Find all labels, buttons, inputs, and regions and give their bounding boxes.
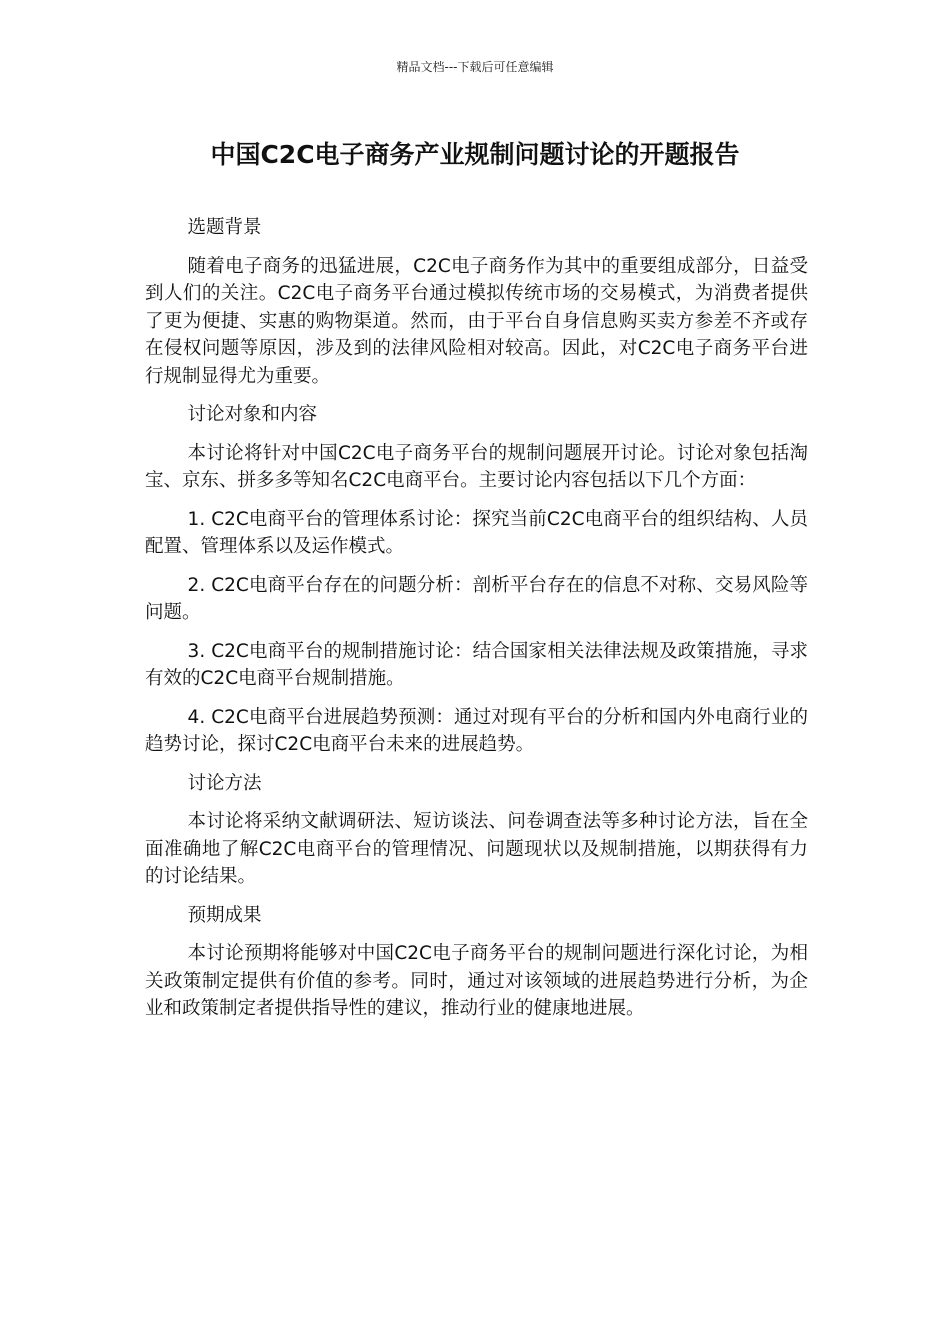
paragraph-method: 本讨论将采纳文献调研法、短访谈法、问卷调查法等多种讨论方法，旨在全面准确地了解C2C电商平台的管理情况、问题现状以及规制措施，以期获得有力的讨论结果。 — [145, 811, 808, 887]
document-title: 中国C2C电子商务产业规制问题讨论的开题报告 — [210, 140, 740, 169]
page-header: 精品文档---下载后可任意编辑 — [396, 60, 554, 74]
section-heading-method: 讨论方法 — [187, 772, 262, 794]
section-heading-subject: 讨论对象和内容 — [187, 404, 318, 425]
paragraph-outcome: 本讨论预期将能够对中国C2C电子商务平台的规制问题进行深化讨论，为相关政策制定提供有价值的参考。同时，通过对该领域的进展趋势进行分析，为企业和政策制定者提供指导性的建议，推动行业的健康地进展。 — [145, 943, 808, 1019]
list-item-2: 2. C2C电商平台存在的问题分析：剖析平台存在的信息不对称、交易风险等问题。 — [145, 574, 808, 623]
paragraph-background: 随着电子商务的迅猛进展，C2C电子商务作为其中的重要组成部分，日益受到人们的关注。C2C电子商务平台通过模拟传统市场的交易模式，为消费者提供了更为便捷、实惠的购物渠道。然而，由于平台自身信息购买卖方参差不齐或存在侵权问题等原因，涉及到的法律风险相对较高。因此，对C2C电子商务平台进行规制显得尤为重要。 — [145, 255, 808, 387]
document-body — [145, 214, 808, 1034]
section-heading-outcome: 预期成果 — [187, 904, 262, 926]
paragraph-subject: 本讨论将针对中国C2C电子商务平台的规制问题展开讨论。讨论对象包括淘宝、京东、拼多多等知名C2C电商平台。主要讨论内容包括以下几个方面： — [145, 442, 808, 491]
section-heading-background: 选题背景 — [187, 217, 262, 238]
list-item-1: 1. C2C电商平台的管理体系讨论：探究当前C2C电商平台的组织结构、人员配置、管理体系以及运作模式。 — [145, 508, 808, 557]
list-item-3: 3. C2C电商平台的规制措施讨论：结合国家相关法律法规及政策措施，寻求有效的C2C电商平台规制措施。 — [145, 640, 808, 689]
list-item-4: 4. C2C电商平台进展趋势预测：通过对现有平台的分析和国内外电商行业的趋势讨论，探讨C2C电商平台未来的进展趋势。 — [145, 706, 808, 755]
